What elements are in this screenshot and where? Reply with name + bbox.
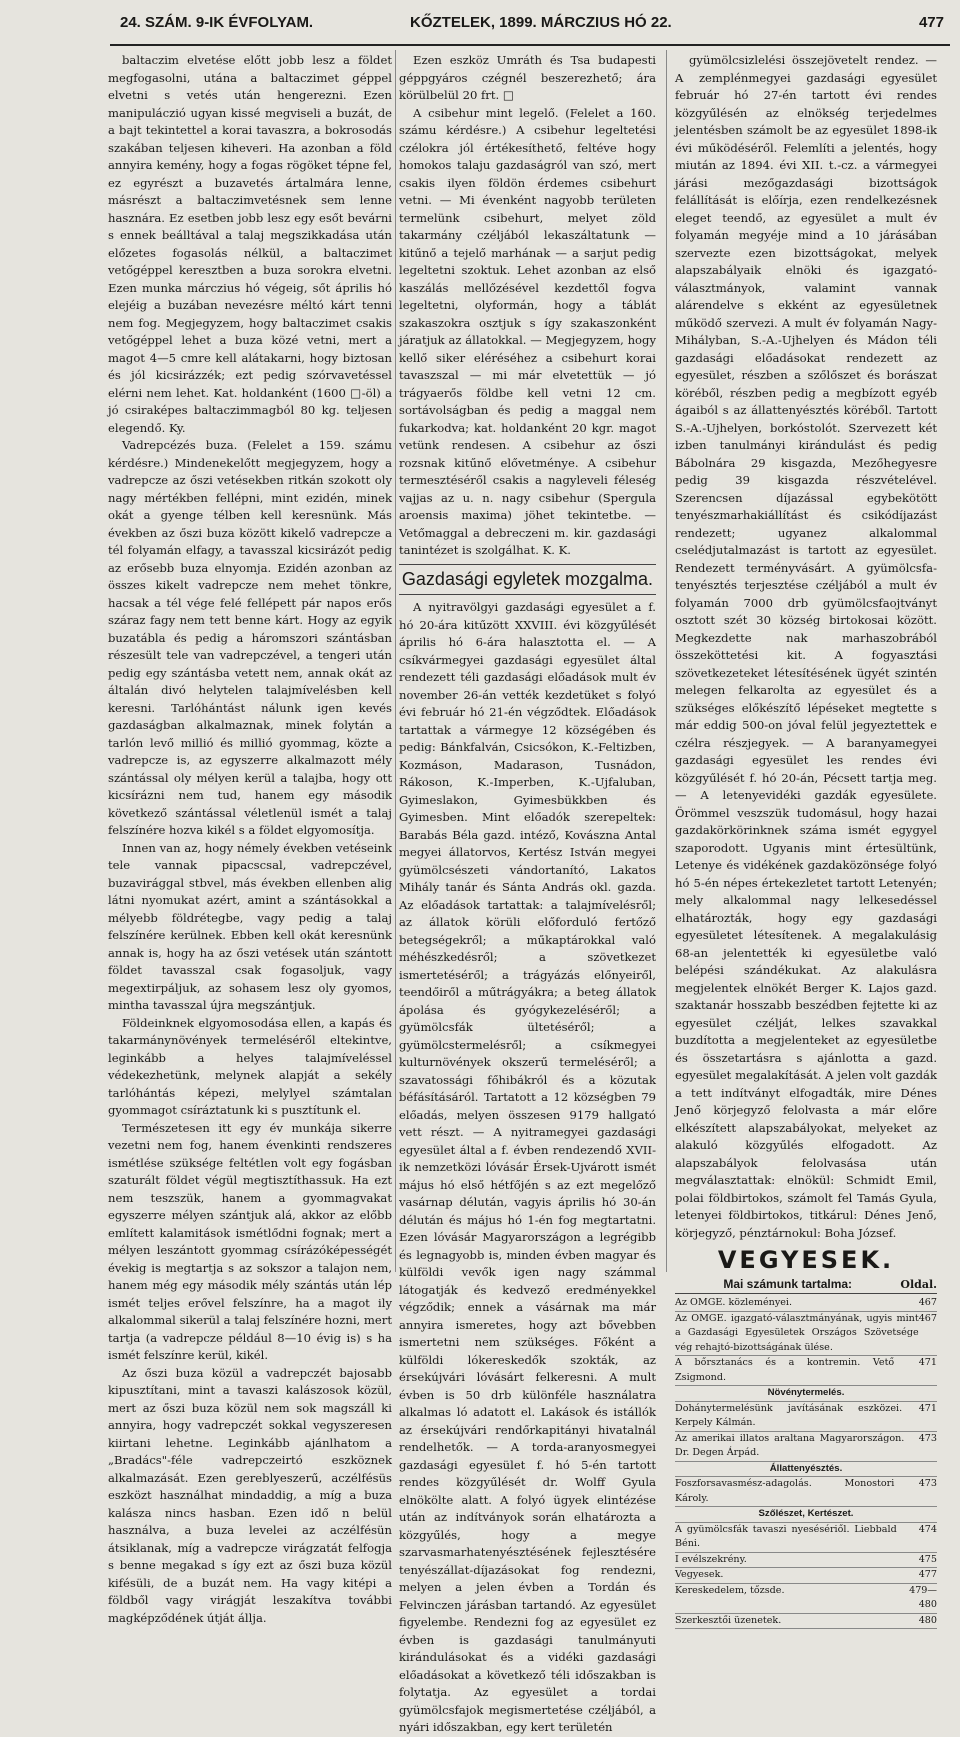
toc-section-heading [675,1462,937,1478]
paragraph: baltaczim elvetése előtt jobb lesz a földet megfogasolni, utána a baltaczimet géppel elvetni s vetés után hengerezni. Ezen manipuláczió ugyan kissé megviseli a buzát, de a bajt tekintettel a korai tavaszra, a bokrosodás szakában teljesen kiheveri. Ha azonban a föld annyira kemény, hogy a fogas rögöket tépne fel, ez egyrészt a buzavetés ártalmára lenne, másrészt a baltaczimvetésnek sem lenne hasznára. Ez esetben jobb lesz egy esőt bevárni s ennek beálltával a talaj megszikkadása után előzetes fogasolás nélkül, a baltaczimet vetőgéppel keresztben a buza sorokra elvetni. Ezen munka márczius hó végeig, sőt április hó elejéig a buzában nevezésre méltó kárt tenni nem fog. Megjegyzem, hogy baltaczimet csakis vetőgéppel lehet a buza közé vetni, mert a magot 4—5 cmre kell alátakarni, hogy biztosan és jól kicsirázzék; ezt pedig szórvavetéssel elérni nem lehet. Kat. holdanként (1600 □-öl) a jó csiraképes baltaczimmagból 80 kg. teljesen elegendő. Ky. [108,53,392,435]
toc-entry-page: 480 [918,1614,937,1626]
toc-entry [675,1523,937,1553]
paragraph: gyümölcsizlelési összejövetelt rendez. — A zemplénmegyei gazdasági egyesület február hó 27-én tartott évi rendes közgyűlésén az elnökség terjedelmes jelentésben számolt be az egyesület 1898-ik évi működéséről. Felemlíti a jelentés, hogy miután az 1894. évi XII. t.-cz. a vármegyei járási mezőgazdasági bizottságok felállítását is előírja, ezen rendelkezésnek eleget teendő, az egyesület a mult év folyamán megyéje mind a 10 járásában szervezte ezen bizottságokat, melyek alapszabályaik elnöki és igazgató-választmányok, valamint vannak alárendelve s ekként az egyesületnek működő szervezi. A mult év folyamán Nagy-Mihályban, S.-A.-Ujhelyen és Mádon téli gazdasági előadásokat rendezett az egyesület, részben a szőlőszet és borászat köréből, részben pedig a megbízott egyéb ágaiból s az állattenyésztés köréből. Tartott S.-A.-Ujhelyen, borkóstolót. Szervezett két izben tanulmányi kirándulást és pedig Bábolnára 29 kisgazda, Mezőhegyesre pedig 39 kisgazda részvételével. Szerencsen díjazással egybekötött tenyészmarhakiállítást és csikódíjazást rendezett; ugyanez alkalommal cselédjutalmazást is tartott az egyesület. Rendezett terményvásárt. A gyümölcsfa-tenyésztés terjesztése czéljából a mult év folyamán 7000 drb gyümölcsfaojtványt osztott szét 30 község birtokosai között. Megkezdette nak marhaszobrából összeköttetési kit. A fogyasztási szövetkezeteket létesítésének ügyét szintén melegen felkarolta az egyesület és a szükséges előkészítő lépéseket megtette s már eddig 500-on jóval felül jegyeztettek e czélra részjegyek. — A baranyamegyei gazdasági egyesület les rendes évi közgyűlését f. hó 20-án, Pécsett tartja meg. — A letenyevidéki gazdák egyesülete. Örömmel veszszük tudomásul, hogy hazai gazdakörkörinknek száma ismét egygyel szaporodott. Ugyanis mint értesültünk, Letenye és vidékének gazdaközönsége folyó hó 5-én népes értekezletet tartott Letenyén; mely alkalommal nagy lelkesedéssel elhatározták, hogy egy gazdasági egyesületet létesítenek. A megalakulásig 68-an jelentették ki egyesületbe való belépési szándékukat. Az alakulásra megjelentek elnökét Berger K. Lajos gazd. szaktanár hosszabb beszédben fejtette ki az egyesület czélját, lelkes szavakkal buzdította a megjelenteket az egyesületbe és összetartásra s ajánlotta a gazd. egyesület megalakítását. A jelen volt gazdák a tett indítványt elfogadták, mire Dénes Jenő körjegyző felolvasta a már előre elkészített alapszabályokat, melyeket az alakuló közgyűlés elfogadott. Az alapszabályok felolvasása után megválasztattak: elnökül: Schmidt Emil, polai földbirtokos, számolt fel Tamás Gyula, letenyei földbirtokos, titkárul: Dénes Jenő, körjegyző, pénztárnokul: Boha József. [675,53,937,1240]
toc-page-column-label: Oldal. [900,1277,937,1291]
toc-entry-page: 471 [918,1357,937,1368]
page-number: 477 [918,14,944,31]
toc-entry-page: 471 [918,1402,937,1414]
toc-entry [675,1568,937,1584]
toc-entry [675,1312,937,1357]
paragraph: Természetesen itt egy év munkája sikerre vezetni nem fog, hanem évenkinti rendszeres ismétlése szüksége feltétlen volt egy fogásban szaturált földet végül megtisztíthassuk. Ha ezt nem teszszük, hanem a gyommagvakat egyszerre mélyen szántjuk alá, akkor az előbb említett kalamitások ismétlődni fognak; mert a mélyen leszántott gyommag csírázóképességét évekig is megtartja s az sokszor a talajon nem, hanem még egy második mély szántás után lép ismét teljes erővel felszínre, ha a magot ily alkalommal sikerül a talaj felszínére hozni, mert tartja (a vadrepcze például 8—10 évig is) s ha ismét felszínre kerül, kikél. [108,1120,392,1362]
toc-entry-page: 475 [918,1553,937,1565]
toc-entry-text: Növénytermelés. [767,1387,845,1398]
toc-title: Mai számunk tartalma: [723,1276,853,1291]
toc-entry-page: 474 [918,1523,937,1535]
paragraph: Ezen eszköz Umráth és Tsa budapesti géppgyáros czégnél beszerezhető; ára körülbelül 20 frt. □ [399,53,656,102]
paragraph: A nyitravölgyi gazdasági egyesület a f. hó 20-ára kitűzött XXVIII. évi közgyűlését április hó 6-ára halasztotta el. — A csíkvármegyei gazdasági egyesület által rendezett téli gazdasági előadások mult év november 26-án vették kezdetüket s folyó évi február hó 21-én végződtek. Előadások tartattak a vármegye 12 községében és pedig: Bánkfalván, Csicsókon, K.-Feltizben, Kozmáson, Madarason, Tusnádon, Rákoson, K.-Imperben, K.-Ujfaluban, Gyimeslakon, Gyimesbükkben és Gyimesben. Mint előadók szerepeltek: Barabás Béla gazd. intéző, Kovászna Antal megyei állatorvos, Kertész István megyei gyümölcsészeti vándortanító, Lakatos Mihály tanár és Sánta András okl. gazda. Az előadások tartattak: a talajmívelésről; az állatok körüli előforduló fertőző betegségekről; a műkaptárokkal való méhészkedésről; a szövetkezet ismertetéséről; a trágyázás előnyeiről, teendőiről a műtrágyákra; a beteg állatok ápolása és gyógykezeléséről; a gyümölcsfák ültetéséről; a gyümölcstermelésről; a csíkmegyei kulturnövények okszerű termeléséről; a szavatossági főhibákról és a közutak béfásításáról. Tartatott a 12 községben 79 előadás, melyen összesen 9179 hallgató vett részt. — A nyitramegyei gazdasági egyesület által a f. évben rendezendő XVII-ik nemzetközi lóvásár Érsek-Ujvárott ismét május hó első hétfőjén s az ezt megelőző vasárnap délután, vagyis április hó 30-án délután és május hó 1-én fog megtartatni. Ezen lóvásár Magyarországon a legrégibb és legnagyobb is, minden évben magyar és külföldi vevők igen nagy számmal látogatják és kedvező eredményekkel végződik; ennek a vásárnak ma már annyira ismeretes, hogy azt bővebben ismertetni nem szükséges. Főként a külföldi lókereskedők szokták, az érsekújvári lóvásárt felkeresni. A mult évben is 50 drb különféle használatra alkalmas ló adatott el. Lakások és istállók az érsekújvári rendőrkapitányi hivatalnál rendelhetők. — A torda-aranyosmegyei gazdasági egyesület f. hó 5-én tartott rendes közgyűlését dr. Wolff Gyula elnökölte alatt. A folyó ügyek elintézése után az indítványok során elhatározta a közgyűlés, hogy a megye szarvasmarhatenyésztésének fejlesztésére tenyészállat-díjazásokat fog rendezni, melyen a jelen évben a Tordán és Felvinczen járásban tartandó. Az egyesület figyelembe. Rendezni fog az egyesület ez évben is gazdasági tanulmányuti kirándulásokat és a vidéki gazdasági előadásokat a következő téli időszakban is folytatja. Az egyesület a tordai gyümölcsfajok megismertetése czéljából, a nyári időszakban, egy kert területén [399,600,656,1734]
toc-entry-text: Szerkesztői üzenetek. [675,1614,782,1626]
section-title: Gazdasági egyletek mozgalma. [401,568,654,589]
section-rule [399,594,656,595]
paragraph: Innen van az, hogy némely években vetéseink tele vannak pipacscsal, vadrepczével, buzavirággal stbvel, más években ellenben alig látni nyomukat azért, amint a szántásokkal a mélyebb földrétegbe, vagy pedig a talaj felszínére kerülnek. Ebben kell okát keresnünk annak is, hogy ha az őszi vetések után szántott földet tavasszal csak fogasoljuk, vagy megextirpáljuk, az sohasem lesz oly gyomos, mintha tavasszal újra megszántjuk. [108,840,392,1012]
table-of-contents [675,1296,937,1629]
toc-entry [675,1477,937,1507]
header-rule [110,44,950,46]
paragraph: A csibehur mint legelő. (Felelet a 160. számu kérdésre.) A csibehur legeltetési czélokra jól értékesíthető, feltéve hogy homokos talaju gazdaságról van szó, mert csakis ilyen földön érdemes csibehurt vetni. — Mi évenként nagyobb területen termelünk csibehurt, melyet zöld takarmány czéljából lekaszáltatunk — kitűnő a tejelő marhának — a sarjut pedig legeltetni szoktuk. Lehet azonban az első kaszálás mellőzésével kezdettől fogva legeltetni, olyformán, hogy a táblát szakaszokra osztjuk s így szakaszonként járatjuk az állatokkal. — Megjegyzem, hogy kellő siker eléréséhez a csibehurt korai tavaszszal — mi már elvetettük — jó trágyaerős földbe kell vetni 12 cm. sortávolságban és pedig a maggal nem fukarkodva; kat. holdanként 20 kgr. magot vetünk rendesen. A csibehur az őszi rozsnak kitűnő elővetménye. A csibehur termesztéséről csakis a nagyleveli féleség vajjas az u. n. nagy csibehur (Spergula aroensis maxima) jöhet tekintetbe. — Vetőmaggal a debreczeni m. kir. gazdasági tanintézet is szolgálhat. K. K. [399,105,656,557]
toc-entry-text: Dohánytermelésünk javításának eszközei. Kerpely Kálmán. [675,1402,903,1428]
toc-entry [675,1614,937,1630]
toc-entry-text: Vegyesek. [675,1569,724,1580]
section-title-vegyesek: VEGYESEK. [717,1246,895,1274]
toc-entry-page: 479—480 [909,1584,937,1610]
toc-entry-text: A bőrsztanács és a kontremin. Vető Zsigmond. [675,1357,895,1383]
column-divider [666,50,667,1272]
toc-entry-page: 467 [918,1297,937,1308]
toc-entry-text: Szőlészet, Kertészet. [758,1508,854,1519]
page-header [120,10,944,44]
toc-entry-text: I evélszekrény. [675,1553,747,1565]
toc-entry-text: A gyümölcsfák tavaszi nyesésériől. Liebbald Béni. [675,1523,897,1549]
toc-section-heading [675,1386,937,1402]
toc-entry [675,1402,937,1432]
section-rule [399,564,656,565]
toc-entry-page: 473 [918,1478,937,1489]
column-1 [108,52,392,1627]
toc-entry-text: Állattenyésztés. [769,1462,843,1474]
column-3 [675,52,937,1629]
toc-entry-text: Az amerikai illatos araltana Magyarországon. Dr. Degen Árpád. [675,1432,905,1458]
paragraph: Az őszi buza közül a vadrepczét bajosabb kipusztítani, mint a tavaszi kalászosok közül, mert az őszi buza közül nem sok magszáll ki annyira, hogy vadrepczét sokkal vegyszeresen kiirtani lehetne. Leginkább ajánlhatom a „Bradács"-féle vadrepczeirtó eszköznek alkalmazását. Ezen gereblyeszerű, aczélfésüs eszközt használhat mindaddig, a míg a buza kalásza nincs hasban. Ezen idő n belül használva, a buza levelei az aczélfésün átsiklanak, míg a vadrepcze virágzatát felfogja s benne megakad s így ezt az őszi buza közül kifésüli, de a buzát nem. Ha vagy kitépi a földből vagy virágját leszakítva további magképződének útját állja. [108,1365,392,1625]
toc-entry [675,1356,937,1386]
toc-entry [675,1296,937,1312]
paragraph: Földeinknek elgyomosodása ellen, a kapás és takarmánynövények termeléséről eltekintve, leginkább a helyes talajmíveléssel védekezhetünk, melynek alapját a sekély tarlóhántás képezi, melylyel számtalan gyommagot csíráztatunk ki s pusztítunk el. [108,1015,392,1117]
toc-section-heading [675,1507,937,1523]
toc-entry-text: Kereskedelem, tőzsde. [675,1584,785,1596]
toc-header [675,1276,937,1295]
toc-entry [675,1584,937,1614]
column-2 [399,52,656,1737]
toc-entry-page: 477 [918,1569,937,1580]
paragraph: Vadrepcézés buza. (Felelet a 159. számu kérdésre.) Mindenekelőtt megjegyzem, hogy a vadrepcze az őszi vetésekben ritkán szokott oly nagy mértékben fellépni, mint ezidén, minek okát a gyenge télben kell keresnünk. Más években az őszi buza között kikelő vadrepcze a tél folyamán elfagy, a tavasszal kicsirázót pedig az erősebb buza elnyomja. Ezidén azonban az összes kikelt vadrepcze nem mehet tönkre, hacsak a tél vége felé fellépett pár napos erős száraz fagy nem tett benne kárt. Hogy az egyik buzatábla és pedig a háromszori szántásban részesült tele van vadrepczével, a tengeri után pedig egy szántásba vetett nem, annak okát az általán divó helytelen talajmívelésben kell keresni. Tarlóhántást nálunk igen kevés gazdaságban alkalmaznak, minek folytán a tarlón levő millió és millió gyommag, közte a vadrepcze is, az egyszerre alkalmazott mély szántással oly mélyen kerül a talajba, hogy ott kicsírázni nem tud, hanem egy második következő szántással véletlenül ismét a talaj felszínére hozva kikél s a földet elgyomosítja. [108,438,392,837]
toc-entry [675,1553,937,1569]
masthead-date: KŐZTELEK, 1899. MÁRCZIUS HÓ 22. [410,14,672,31]
issue-number: 24. SZÁM. 9-IK ÉVFOLYAM. [120,14,314,31]
column-divider [395,50,396,1272]
toc-entry-page: 467 [918,1312,937,1324]
toc-entry-text: Foszforsavasmész-adagolás. Monostori Károly. [675,1478,895,1504]
toc-entry-text: Az OMGE. közleményei. [675,1297,793,1308]
toc-entry-page: 473 [918,1432,937,1444]
toc-entry-text: Az OMGE. igazgató-választmányának, ugyis mint a Gazdasági Egyesületek Országos Szövetsége vég rehajtó-bizottságának ülése. [675,1312,919,1353]
toc-entry [675,1432,937,1462]
